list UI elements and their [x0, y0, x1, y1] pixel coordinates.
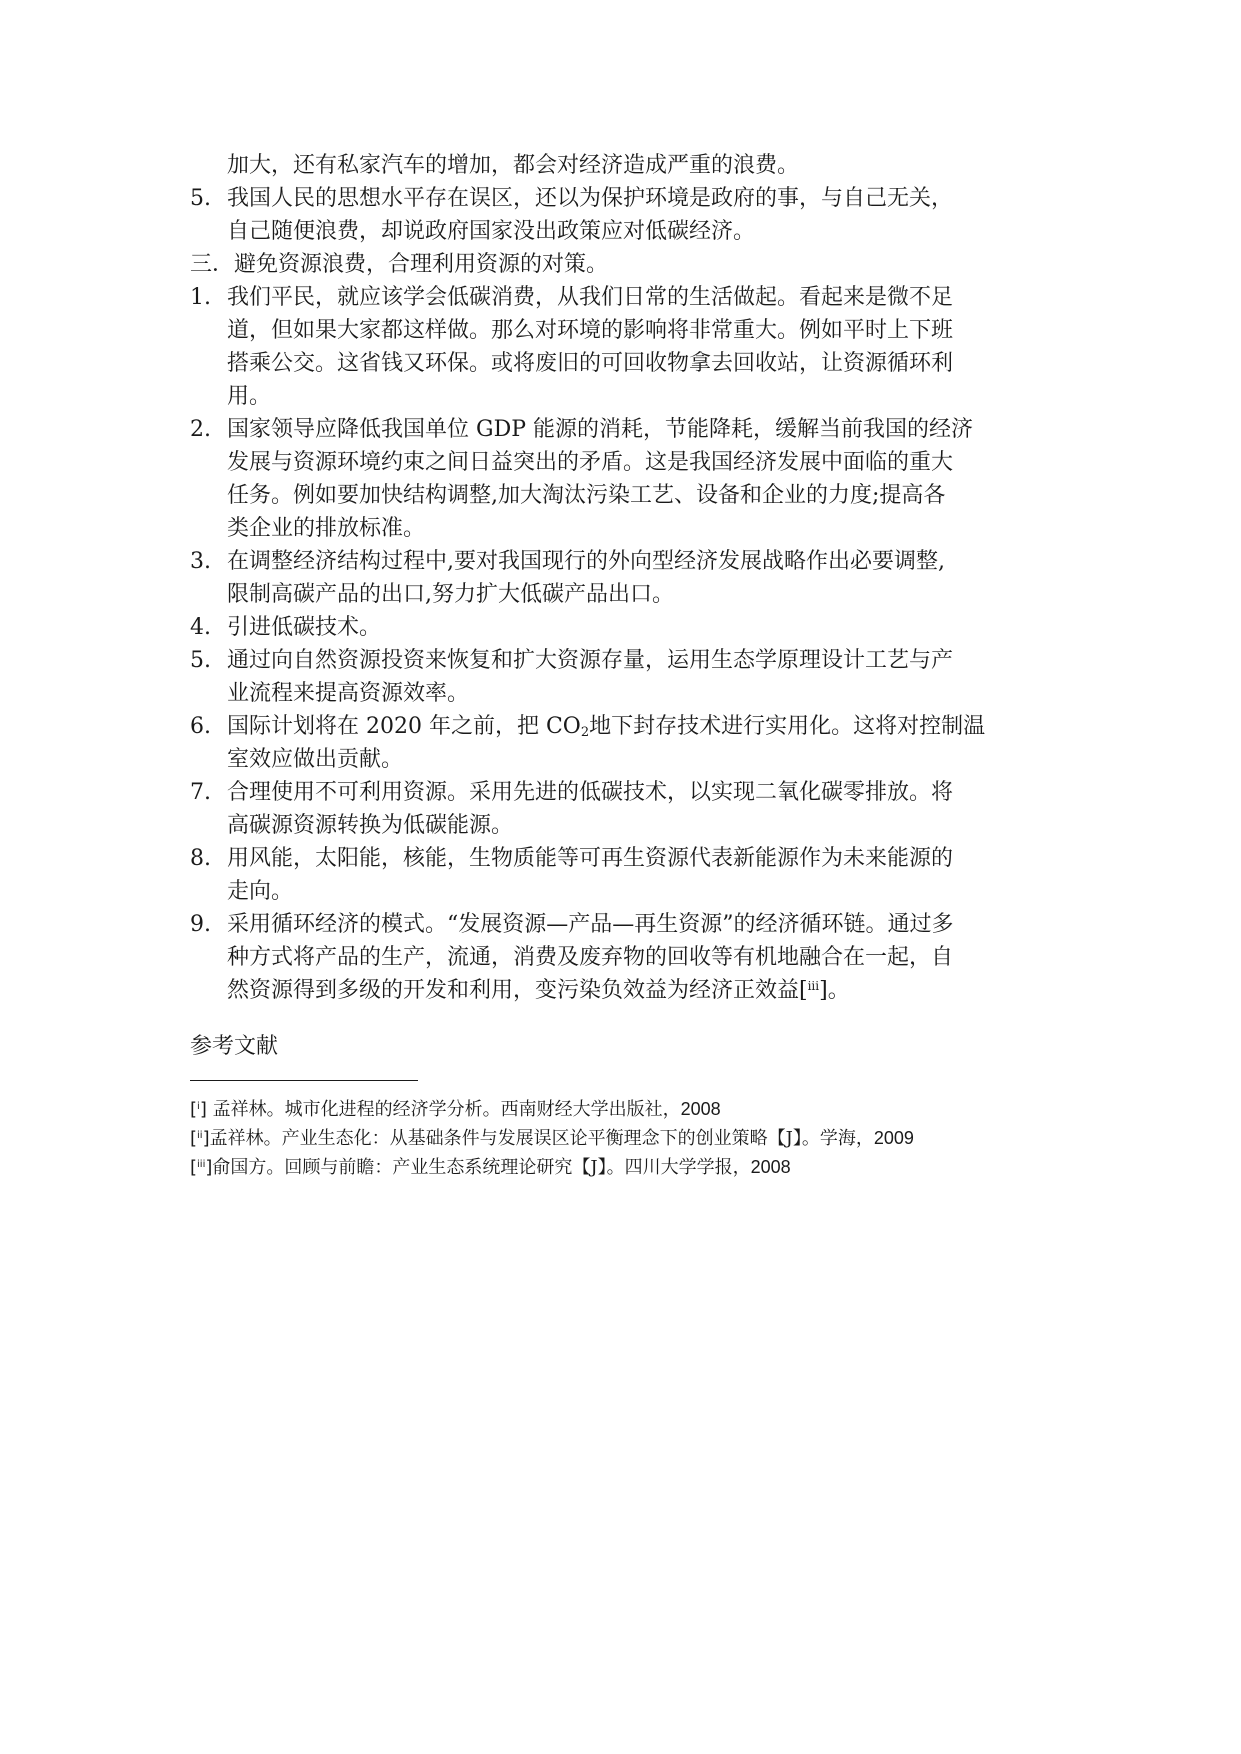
list-number: 8. — [190, 846, 211, 871]
footnote-mark — [190, 1099, 207, 1120]
footnote-2 — [190, 1124, 1070, 1153]
list-item-6 — [190, 710, 1055, 776]
list-number: 4. — [190, 615, 211, 640]
text-line — [227, 710, 1055, 743]
text-segment: ]。 — [819, 978, 850, 1003]
text-line — [227, 974, 1055, 1007]
footnote-text: 孟祥林。城市化进程的经济学分析。西南财经大学出版社， — [206, 1099, 681, 1120]
list-number: 1. — [190, 285, 211, 310]
list-item-9 — [190, 908, 1055, 1007]
footnote-number: i — [197, 1101, 200, 1112]
list-number: 3. — [190, 549, 211, 574]
text-line: 用。 — [227, 384, 272, 409]
text-line: 用风能，太阳能，核能，生物质能等可再生资源代表新能源作为未来能源的 — [227, 846, 954, 871]
text-line: 国家领导应降低我国单位 GDP 能源的消耗，节能降耗，缓解当前我国的经济 — [227, 417, 974, 442]
list-number: 9. — [190, 912, 211, 937]
text-line: 道，但如果大家都这样做。那么对环境的影响将非常重大。例如平时上下班 — [227, 318, 954, 343]
bracket-close: ] — [205, 1157, 213, 1178]
footnote-number: ii — [197, 1130, 203, 1141]
list-item-2 — [190, 413, 1055, 545]
footnotes — [190, 1095, 1070, 1182]
continuation-line — [190, 149, 1055, 182]
endnote-reference[interactable]: iii — [807, 979, 820, 993]
text-line: 加大，还有私家汽车的增加，都会对经济造成严重的浪费。 — [227, 153, 800, 178]
text-line: 我国人民的思想水平存在误区，还以为保护环境是政府的事，与自己无关， — [227, 186, 954, 211]
list-item-3 — [190, 545, 1055, 611]
bracket-open: [ — [190, 1099, 198, 1120]
list-number: 2. — [190, 417, 211, 442]
footnote-year: 2008 — [750, 1157, 791, 1177]
text-line: 我们平民，就应该学会低碳消费，从我们日常的生活做起。看起来是微不足 — [227, 285, 954, 310]
footnote-text: 孟祥林。产业生态化：从基础条件与发展误区论平衡理念下的创业策略【J】。学海， — [209, 1128, 874, 1149]
text-line: 任务。例如要加快结构调整,加大淘汰污染工艺、设备和企业的力度;提高各 — [227, 483, 946, 508]
text-line: 室效应做出贡献。 — [227, 747, 404, 772]
bracket-close: ] — [202, 1128, 210, 1149]
list-item-8 — [190, 842, 1055, 908]
list-item-4 — [190, 611, 1055, 644]
text-segment: 国际计划将在 2020 年之前，把 CO — [227, 714, 581, 739]
list-number: 5. — [190, 186, 211, 211]
text-line: 搭乘公交。这省钱又环保。或将废旧的可回收物拿去回收站，让资源循环利 — [227, 351, 954, 376]
footnote-1 — [190, 1095, 1070, 1124]
footnote-year: 2009 — [873, 1128, 914, 1148]
footnote-year: 2008 — [680, 1099, 721, 1119]
list-item-prev-5 — [190, 182, 1055, 248]
list-number: 7. — [190, 780, 211, 805]
bracket-open: [ — [190, 1157, 198, 1178]
text-line: 业流程来提高资源效率。 — [227, 681, 470, 706]
text-line: 自己随便浪费，却说政府国家没出政策应对低碳经济。 — [227, 219, 756, 244]
footnote-3 — [190, 1153, 1070, 1182]
list-item-7 — [190, 776, 1055, 842]
bracket-open: [ — [190, 1128, 198, 1149]
text-line: 合理使用不可利用资源。采用先进的低碳技术，以实现二氧化碳零排放。将 — [227, 780, 954, 805]
subscript: 2 — [580, 725, 590, 740]
footnote-separator — [190, 1080, 418, 1081]
text-line: 限制高碳产品的出口,努力扩大低碳产品出口。 — [227, 582, 674, 607]
text-line: 在调整经济结构过程中,要对我国现行的外向型经济发展战略作出必要调整, — [227, 549, 945, 574]
references-title: 参考文献 — [190, 1034, 279, 1059]
body-text — [190, 149, 1055, 1007]
footnote-text: 俞国方。回顾与前瞻：产业生态系统理论研究【J】。四川大学学报， — [212, 1157, 751, 1178]
text-line: 采用循环经济的模式。“发展资源—产品—再生资源”的经济循环链。通过多 — [227, 912, 954, 937]
footnote-number: iii — [197, 1159, 206, 1170]
list-number: 6. — [190, 714, 211, 739]
bracket-close: ] — [199, 1099, 207, 1120]
list-item-5 — [190, 644, 1055, 710]
text-line: 通过向自然资源投资来恢复和扩大资源存量，运用生态学原理设计工艺与产 — [227, 648, 954, 673]
text-line: 引进低碳技术。 — [227, 615, 382, 640]
section-heading: 三．避免资源浪费，合理利用资源的对策。 — [190, 252, 609, 277]
text-line: 走向。 — [227, 879, 294, 904]
text-segment: 地下封存技术进行实用化。这将对控制温 — [589, 714, 986, 739]
footnote-mark — [190, 1128, 210, 1149]
list-number: 5. — [190, 648, 211, 673]
text-line: 发展与资源环境约束之间日益突出的矛盾。这是我国经济发展中面临的重大 — [227, 450, 954, 475]
list-item-1 — [190, 281, 1055, 413]
text-line: 类企业的排放标准。 — [227, 516, 426, 541]
text-line: 高碳源资源转换为低碳能源。 — [227, 813, 514, 838]
text-segment: 然资源得到多级的开发和利用，变污染负效益为经济正效益[ — [227, 978, 808, 1003]
text-line: 种方式将产品的生产，流通，消费及废弃物的回收等有机地融合在一起，自 — [227, 945, 954, 970]
footnote-mark — [190, 1157, 212, 1178]
